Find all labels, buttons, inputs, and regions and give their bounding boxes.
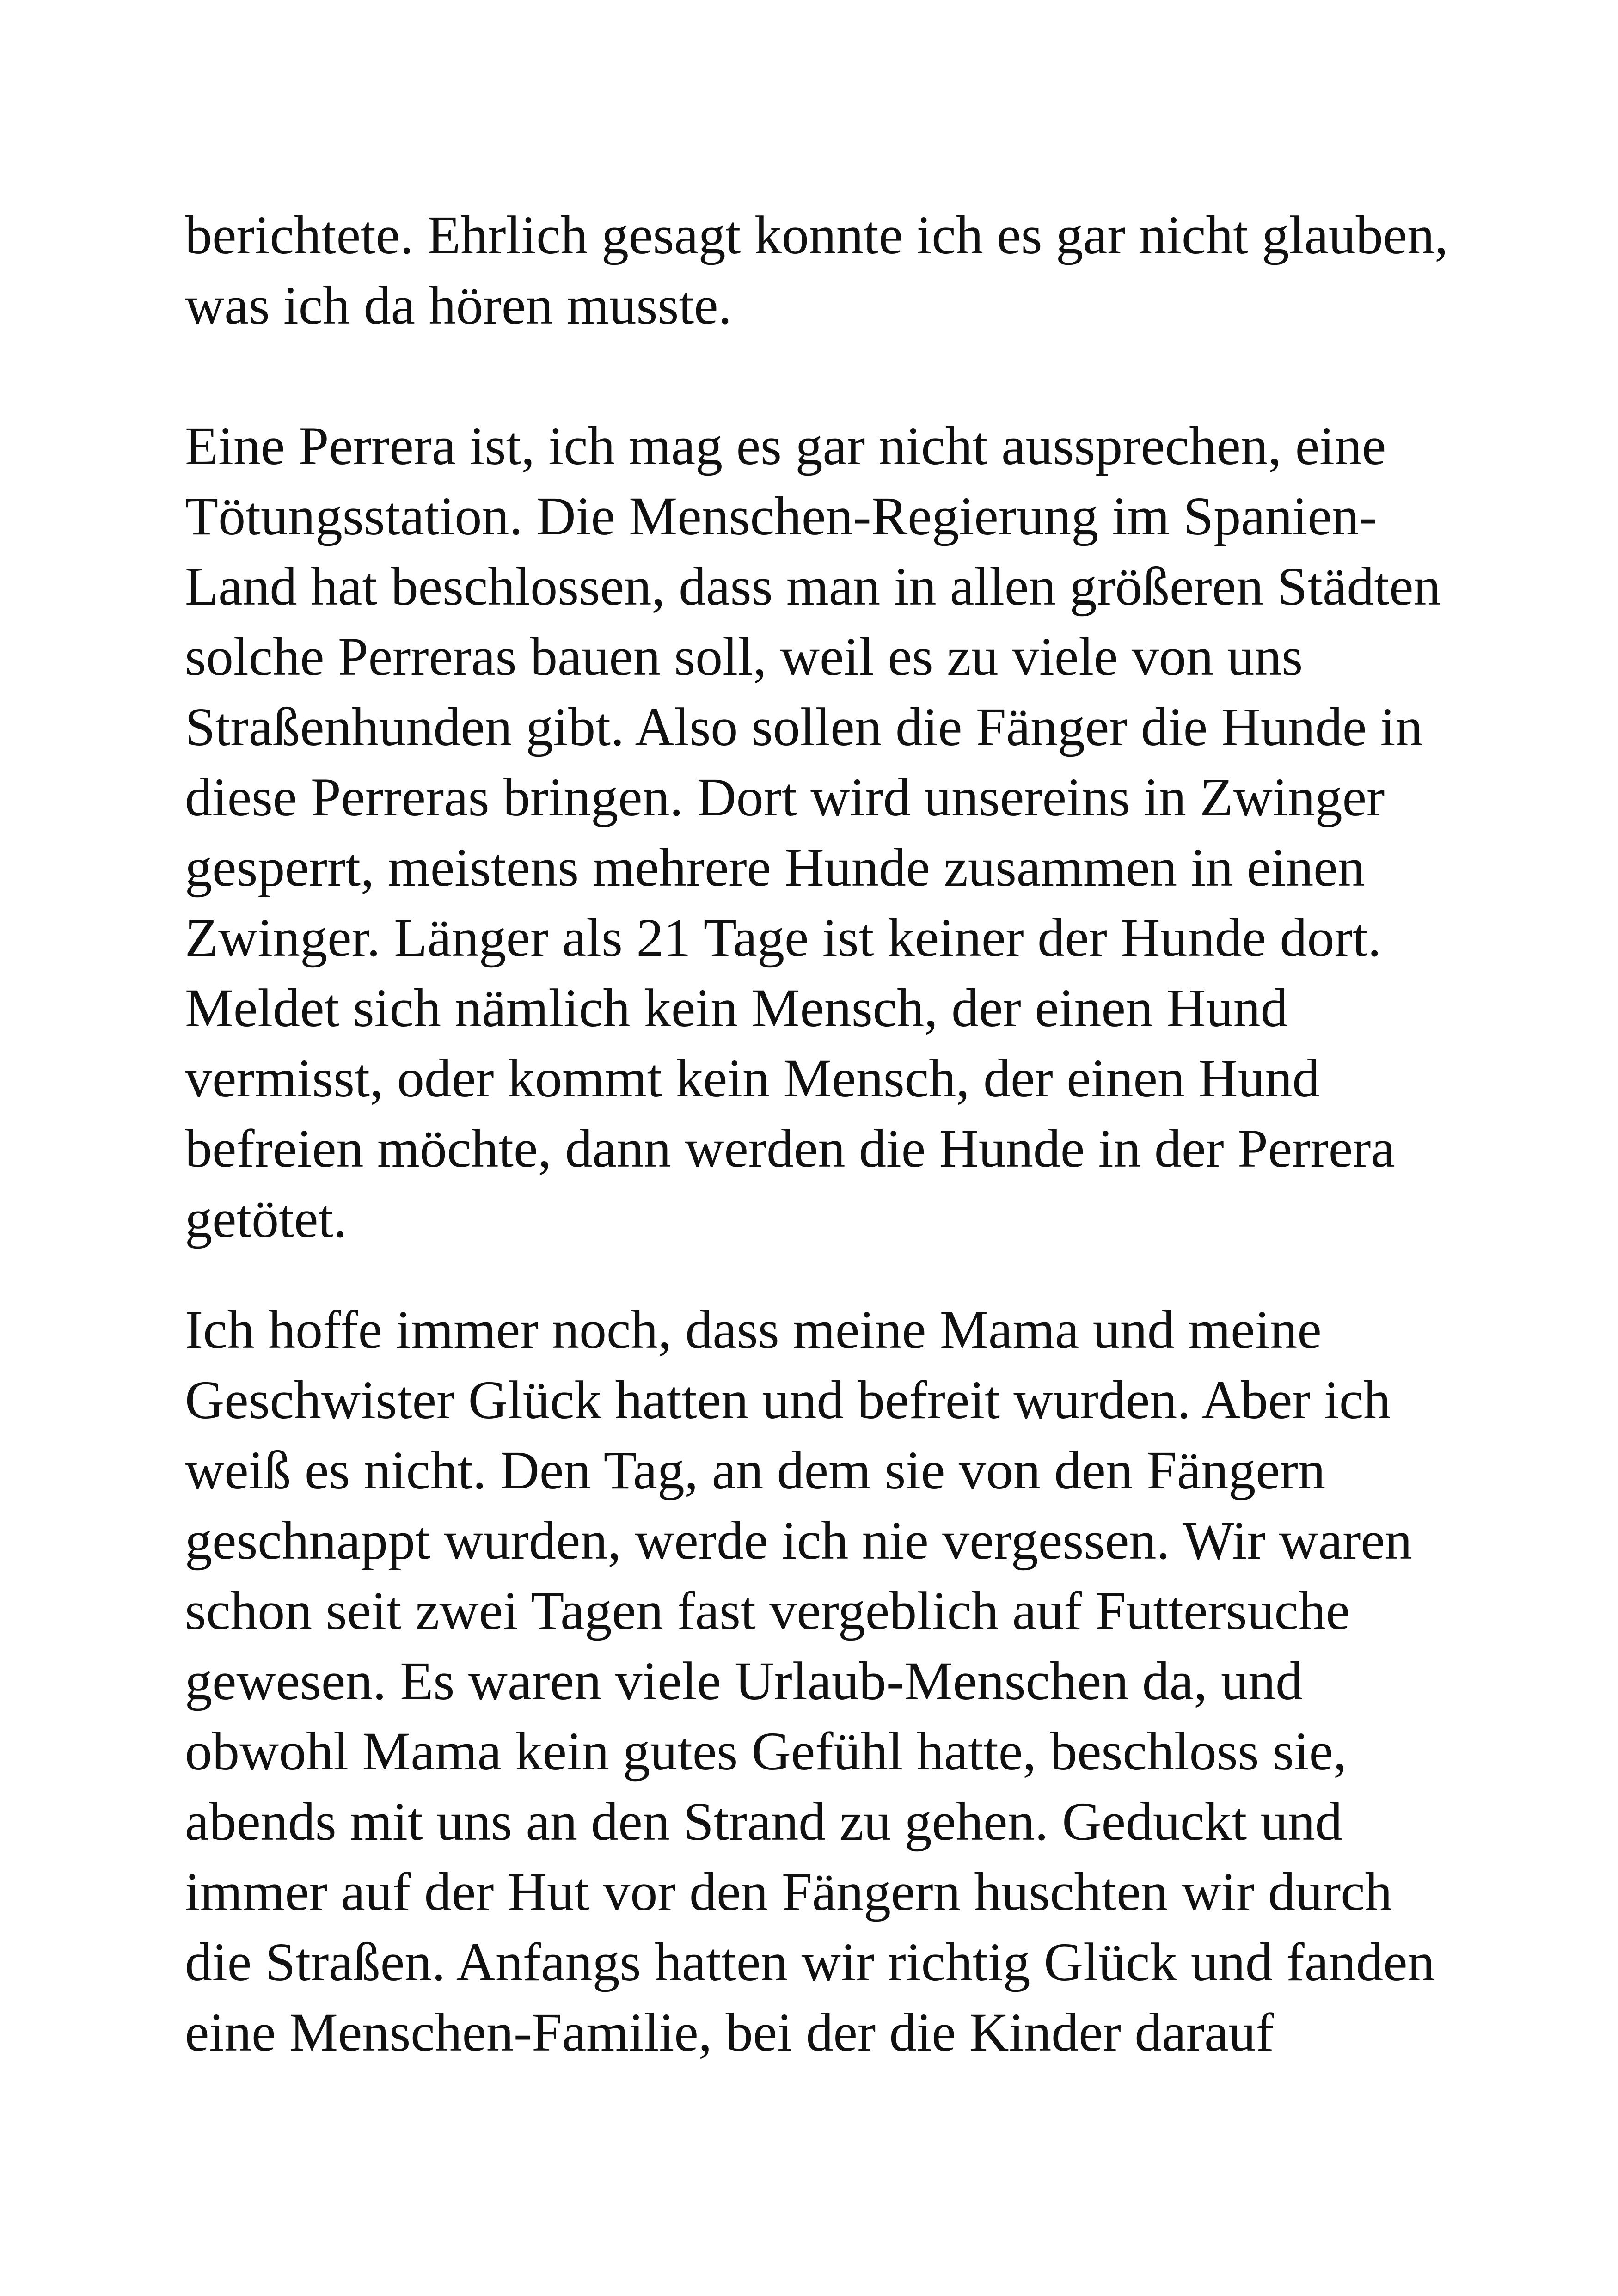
paragraph-1 [185,200,1479,341]
text-line: immer auf der Hut vor den Fängern huschten wir durch [185,1861,1392,1922]
text-line: eine Menschen-Familie, bei der die Kinder darauf [185,2002,1274,2063]
text-line: Straßenhunden gibt. Also sollen die Fänger die Hunde in [185,697,1423,757]
text-line: diese Perreras bringen. Dort wird unsereins in Zwinger [185,767,1385,827]
paragraph-2 [185,411,1479,1254]
text-line: schon seit zwei Tagen fast vergeblich auf Futtersuche [185,1580,1350,1641]
text-line: Eine Perrera ist, ich mag es gar nicht aussprechen, eine [185,416,1386,476]
text-line: geschnappt wurden, werde ich nie vergessen. Wir waren [185,1510,1412,1571]
text-line: weiß es nicht. Den Tag, an dem sie von den Fängern [185,1440,1325,1500]
text-line: gewesen. Es waren viele Urlaub-Menschen da, und [185,1651,1303,1711]
paragraph-3 [185,1295,1479,2068]
text-line: berichtete. Ehrlich gesagt konnte ich es gar nicht glauben, [185,205,1448,265]
text-line: die Straßen. Anfangs hatten wir richtig Glück und fanden [185,1932,1435,1992]
text-line: getötet. [185,1188,347,1249]
text-line: abends mit uns an den Strand zu gehen. Geduckt und [185,1791,1342,1852]
text-line: obwohl Mama kein gutes Gefühl hatte, beschloss sie, [185,1721,1347,1782]
text-line: Ich hoffe immer noch, dass meine Mama und meine [185,1299,1322,1360]
text-line: solche Perreras bauen soll, weil es zu viele von uns [185,626,1303,687]
text-line: befreien möchte, dann werden die Hunde in der Perrera [185,1118,1395,1179]
text-line: Land hat beschlossen, dass man in allen größeren Städten [185,556,1441,617]
text-line: Zwinger. Länger als 21 Tage ist keiner der Hunde dort. [185,907,1382,968]
text-line: vermisst, oder kommt kein Mensch, der einen Hund [185,1048,1320,1108]
text-line: Tötungsstation. Die Menschen-Regierung im Spanien- [185,486,1378,546]
text-line: Meldet sich nämlich kein Mensch, der einen Hund [185,978,1288,1038]
text-line: gesperrt, meistens mehrere Hunde zusammen in einen [185,837,1365,898]
text-line: Geschwister Glück hatten und befreit wurden. Aber ich [185,1370,1391,1430]
text-line: was ich da hören musste. [185,275,732,336]
